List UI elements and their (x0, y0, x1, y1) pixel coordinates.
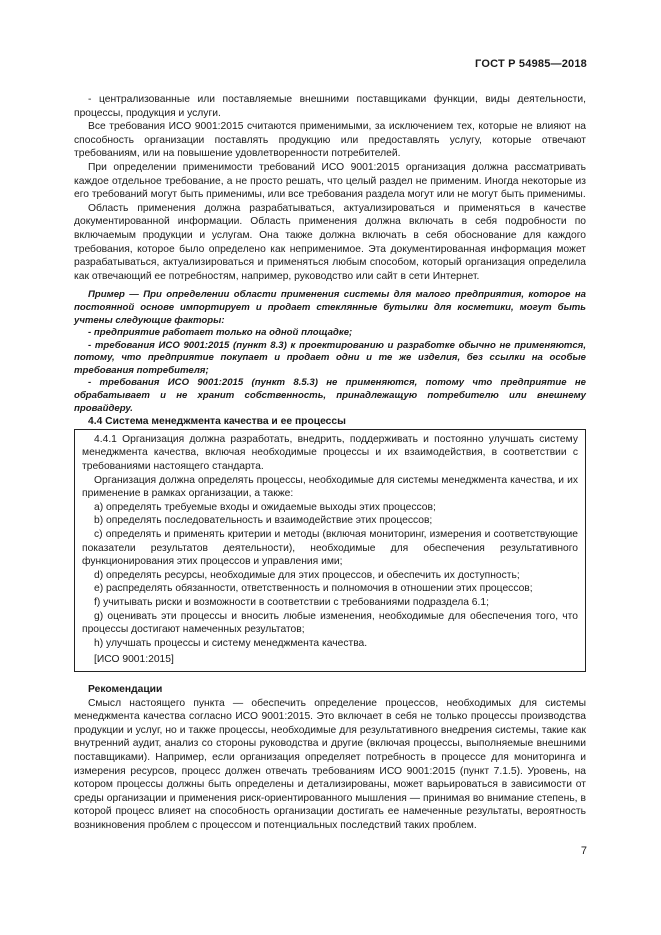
iso-reference: [ИСО 9001:2015] (94, 654, 174, 666)
intro-paragraph: При определении применимости требований ИСО 9001:2015 организация должна рассматривать каждое отдельное требование, а не просто решать, что целый раздел не применим. Иногда некоторые из его требований могут быть применимы, или все требования раздела могут или не могут быть применимы. (74, 161, 586, 201)
iso-list-item: e) распределять обязанности, ответственность и полномочия в отношении этих процессов; (94, 583, 533, 595)
example-item: - требования ИСО 9001:2015 (пункт 8.3) к проектированию и разработке обычно не применяются, потому, что предприятие покупает и продает одни и те же изделия, без ссылки на особые требования потребителя; (74, 339, 586, 376)
page-content (74, 93, 586, 832)
iso-list-item: h) улучшать процессы и систему менеджмента качества. (94, 637, 368, 649)
intro-paragraph: Область применения должна разрабатываться, актуализироваться и применяться в качестве документированной информации. Область применения должна включать в себя подробности по включаемым продукции и услугам. Она также должна включать в себя обоснование для каждого требования, которое было определено как неприменимое. Эта документированная информация может разрабатываться, актуализироваться и применяться любым способом, который организация определила как отвечающий ее потребностям, например, руководство или сайт в сети Интернет. (74, 202, 586, 282)
iso-list-item: c) определять и применять критерии и методы (включая мониторинг, измерения и соответствующие показатели результатов деятельности), необходимые для обеспечения результативного функционирования этих процессов и управления ими; (82, 529, 578, 568)
iso-list-item: a) определять требуемые входы и ожидаемые выходы этих процессов; (94, 501, 436, 513)
recommendations-heading: Рекомендации (88, 683, 163, 695)
iso-list-item: f) учитывать риски и возможности в соответствии с требованиями подраздела 6.1; (94, 596, 489, 608)
section-heading: 4.4 Система менеджмента качества и ее процессы (88, 416, 346, 428)
example-item: - требования ИСО 9001:2015 (пункт 8.5.3) не применяются, потому что предприятие не обрабатывает и не хранит собственность, принадлежащую потребителю или внешнему провайдеру. (74, 377, 586, 414)
iso-list-item: d) определять ресурсы, необходимые для этих процессов, и обеспечить их доступность; (94, 569, 520, 581)
intro-paragraph: Все требования ИСО 9001:2015 считаются применимыми, за исключением тех, которые не влияют на способность организации поставлять продукцию или предоставлять услугу, которые отвечают требованиям, или на повышение удовлетворенности потребителей. (74, 121, 586, 160)
example-item: - предприятие работает только на одной площадке; (88, 327, 353, 339)
iso-quote-box (74, 429, 586, 672)
document-id-header: ГОСТ Р 54985—2018 (475, 58, 587, 70)
example-lead: Пример — При определении области применения системы для малого предприятия, которое на постоянной основе импортирует и продает стеклянные бутылки для косметики, могут быть учтены следующие факторы: (74, 289, 586, 326)
example-block (74, 289, 586, 415)
recommendations-text: Смысл настоящего пункта — обеспечить определение процессов, необходимых для системы менеджмента качества согласно ИСО 9001:2015. Это включает в себя не только процессы производства продукции и услуг, но и также процессы, необходимые для результативного внедрения системы, такие как внутренний аудит, анализ со стороны руководства и другие (включая процессы, выполняемые внешними поставщиками). Например, если организация определяет потребность в процессе для мониторинга и измерения ресурсов, процесс должен отвечать требованиям ИСО 9001:2015 (пункт 7.1.5). Уровень, на котором процессы должны быть определены и детализированы, может варьироваться в зависимости от среды организации и применения риск-ориентированного мышления — принимая во внимание степень, в которой процесс влияет на способность организации достигать ее намеченные результаты, вероятность возникновения проблем с процессом и потенциальных последствий таких проблем. (74, 697, 586, 831)
iso-list-item: g) оценивать эти процессы и вносить любые изменения, необходимые для обеспечения того, что процессы достигают намеченных результатов; (82, 610, 578, 636)
page-number: 7 (580, 845, 587, 857)
iso-paragraph: Организация должна определять процессы, необходимые для системы менеджмента качества, и их применение в рамках организации, а также: (82, 474, 578, 500)
iso-list-item: b) определять последовательность и взаимодействие этих процессов; (94, 515, 433, 527)
intro-paragraph: - централизованные или поставляемые внешними поставщиками функции, виды деятельности, процессы, продукция и услуги. (74, 94, 586, 119)
iso-paragraph: 4.4.1 Организация должна разработать, внедрить, поддерживать и постоянно улучшать систему менеджмента качества, включая необходимые процессы и их взаимодействия, в соответствии с требованиями настоящего стандарта. (82, 433, 578, 473)
